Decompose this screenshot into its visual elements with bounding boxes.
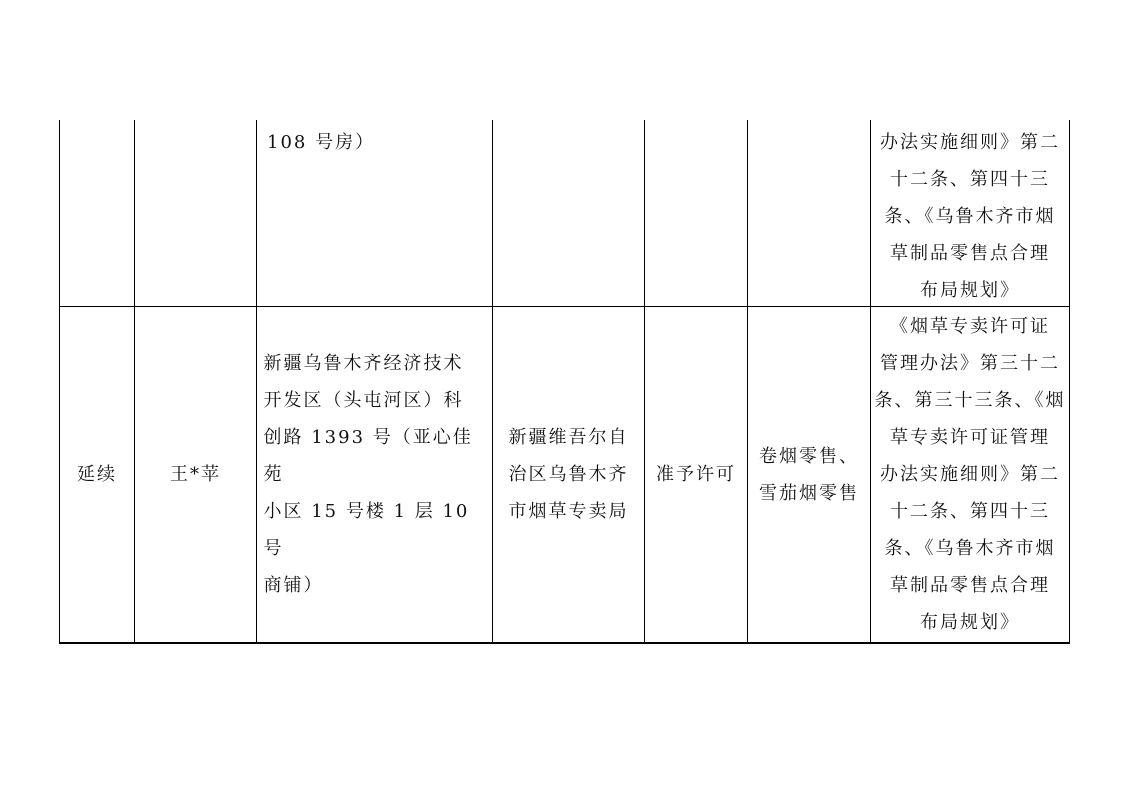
address-cell: 108 号房） [267, 132, 376, 153]
legal-basis-text: 《烟草专卖许可证 管理办法》第三十二 条、第三十三条、《烟 草专卖许可证管理 办法实施细则》第二 十二条、第四十三 条、《乌鲁木齐市烟 草制品零售点合理 布局规划》 [874, 316, 1066, 633]
authority-cell [493, 307, 644, 642]
legal-basis-text: 办法实施细则》第二 十二条、第四十三 条、《乌鲁木齐市烟 草制品零售点合理 布局规划》 [880, 132, 1060, 301]
address-cell [257, 307, 492, 642]
type-cell [60, 307, 134, 642]
table-bottom-border [59, 642, 1070, 644]
business-scope: 卷烟零售、 雪茄烟零售 [759, 445, 859, 504]
decision-cell [645, 307, 747, 642]
business-address: 新疆乌鲁木齐经济技术 开发区（头屯河区）科 创路 1393 号（亚心佳苑 小区 15 号楼 1 层 10 号 商铺） [263, 353, 473, 596]
table-right-border [1069, 120, 1070, 643]
legal-basis-cell-continued [871, 124, 1069, 306]
decision-result: 准予许可 [656, 464, 736, 485]
scope-cell [748, 307, 870, 642]
table-row-continued [257, 124, 492, 164]
permit-type: 延续 [77, 464, 117, 485]
applicant-name: 王*苹 [170, 464, 221, 485]
legal-basis-cell [871, 307, 1069, 642]
issuing-authority: 新疆维吾尔自 治区乌鲁木齐 市烟草专卖局 [508, 427, 629, 522]
name-cell [135, 307, 256, 642]
